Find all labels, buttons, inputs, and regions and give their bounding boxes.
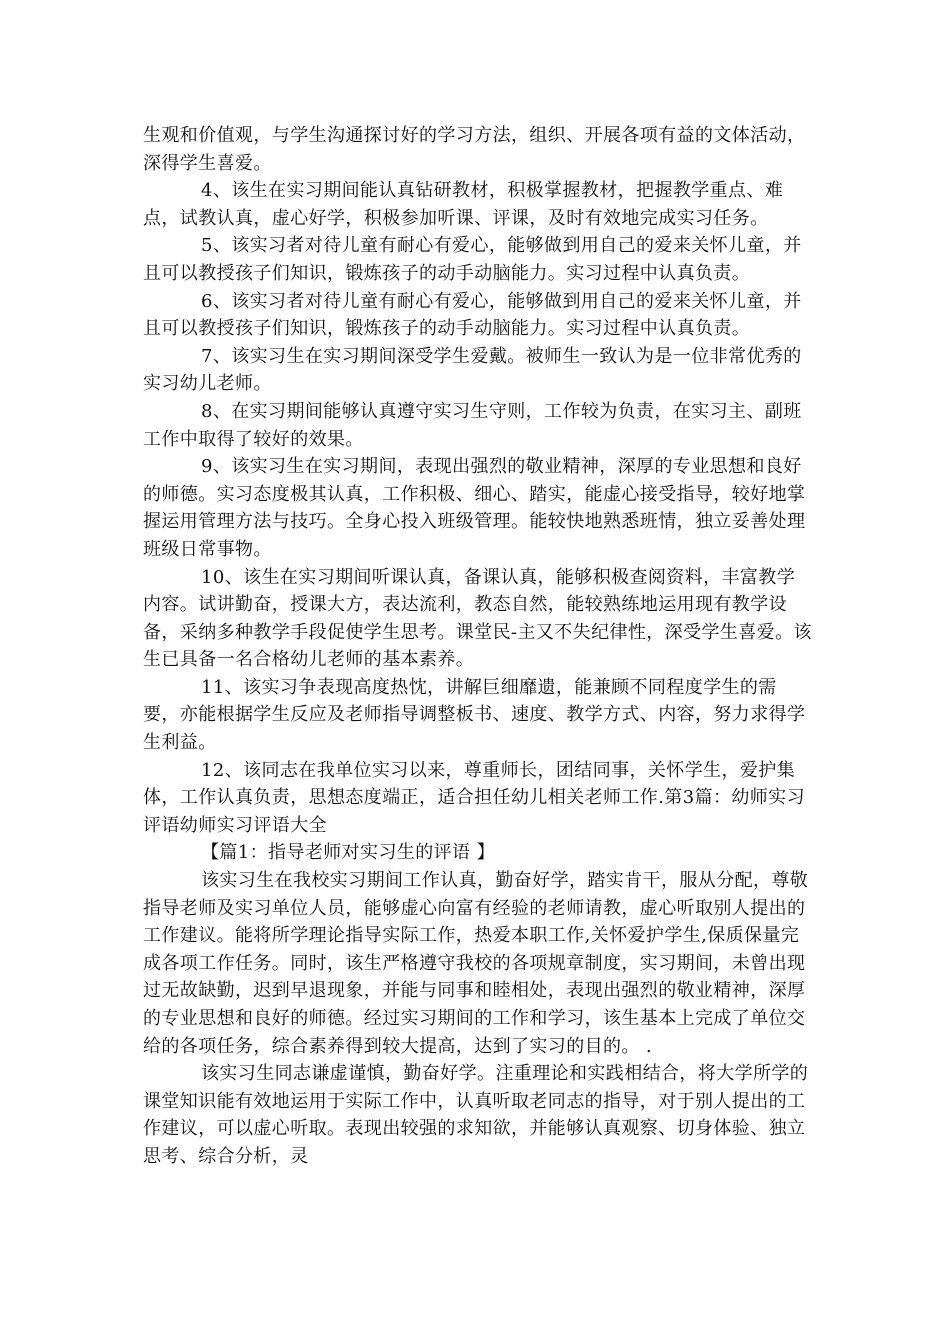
- paragraph-2: 4、该生在实习期间能认真钻研教材，积极掌握教材，把握教学重点、难点，试教认真，虚心好学，积极参加听课、评课，及时有效地完成实习任务。: [143, 180, 784, 229]
- paragraph-6: 8、在实习期间能够认真遵守实习生守则，工作较为负责，在实习主、副班工作中取得了较好的效果。: [143, 400, 802, 450]
- paragraph-10: 12、该同志在我单位实习以来，尊重师长，团结同事，关怀学生，爱护集体，工作认真负责，思想态度端正，适合担任幼儿相关老师工作.第3篇：幼师实习评语幼师实习评语大全: [143, 759, 805, 836]
- paragraph-12: 该实习生同志谦虚谨慎，勤奋好学。注重理论和实践相结合，将大学所学的课堂知识能有效地运用于实际工作中，认真听取老同志的指导，对于别人提出的工作建议，可以虚心听取。表现出较强的求知欲，并能够认真观察、切身体验、独立思考、综合分析，灵: [143, 1063, 809, 1167]
- paragraph-5: 7、该实习生在实习期间深受学生爱戴。被师生一致认为是一位非常优秀的实习幼儿老师。: [143, 345, 802, 395]
- paragraph-11: 该实习生在我校实习期间工作认真，勤奋好学，踏实肯干，服从分配，尊敬指导老师及实习单位人员，能够虚心向富有经验的老师请教，虚心听取别人提出的工作建议。能将所学理论指导实际工作，热爱本职工作,关怀爱护学生,保质保量完成各项工作任务。同时，该生严格遵守我校的各项规章制度，实习期间，未曾出现过无故缺勤，迟到早退现象，并能与同事和睦相处，表现出强烈的敬业精神，深厚的专业思想和良好的师德。经过实习期间的工作和学习，该生基本上完成了单位交给的各项任务，综合素养得到较大提高，达到了实习的目的。 .: [143, 870, 809, 1057]
- document-body: [143, 122, 813, 1171]
- paragraph-7: 9、该实习生在实习期间，表现出强烈的敬业精神，深厚的专业思想和良好的师德。实习态度极其认真，工作积极、细心、踏实，能虚心接受指导，较好地掌握运用管理方法与技巧。全身心投入班级管理。能较快地熟悉班情，独立妥善处理班级日常事物。: [143, 456, 806, 560]
- paragraph-3: 5、该实习者对待儿童有耐心有爱心，能够做到用自己的爱来关怀儿童，并且可以教授孩子们知识，锻炼孩子的动手动脑能力。实习过程中认真负责。: [143, 235, 802, 284]
- paragraph-4: 6、该实习者对待儿童有耐心有爱心，能够做到用自己的爱来关怀儿童，并且可以教授孩子们知识，锻炼孩子的动手动脑能力。实习过程中认真负责。: [143, 290, 802, 340]
- paragraph-8: 10、该生在实习期间听课认真，备课认真，能够积极查阅资料，丰富教学内容。试讲勤奋，授课大方，表达流利，教态自然，能较熟练地运用现有教学设备，采纳多种教学手段促使学生思考。课堂民-主又不失纪律性，深受学生喜爱。该生已具备一名合格幼儿老师的基本素养。: [143, 566, 812, 671]
- paragraph-1: 生观和价值观，与学生沟通探讨好的学习方法，组织、开展各项有益的文体活动，深得学生喜爱。: [143, 125, 806, 174]
- paragraph-9: 11、该实习争表现高度热忱，讲解巨细靡遗，能兼顾不同程度学生的需要，亦能根据学生反应及老师指导调整板书、速度、教学方式、内容，努力求得学生利益。: [143, 676, 806, 754]
- section-heading: 【篇1：指导老师对实习生的评语 】: [201, 842, 495, 864]
